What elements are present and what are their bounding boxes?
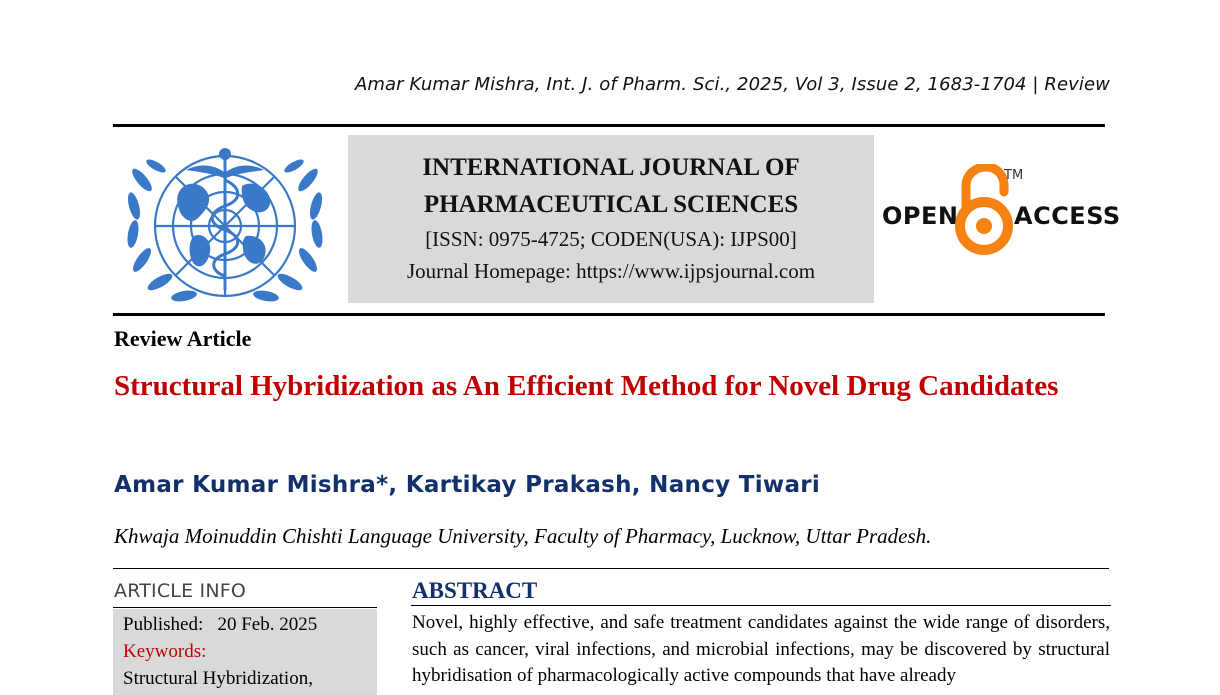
journal-title-line-2: PHARMACEUTICAL SCIENCES: [423, 191, 799, 218]
open-access-logo: [880, 164, 1121, 256]
trademark-symbol: TM: [1004, 168, 1024, 183]
header-rule-bottom: [113, 313, 1105, 316]
published-date: 20 Feb. 2025: [217, 614, 318, 635]
section-divider: [113, 568, 1109, 569]
keywords-label: Keywords:: [123, 641, 207, 662]
journal-title-line-1: INTERNATIONAL JOURNAL OF: [422, 154, 800, 181]
abstract-text: Novel, highly effective, and safe treatment candidates against the wide range of disorders, such as cancer, viral infections, and microbial infections, may be discovered by structural hybridisation of pharmacologically active compounds that have already: [412, 612, 1110, 686]
article-type: Review Article: [114, 326, 252, 351]
article-info-heading: ARTICLE INFO: [114, 580, 247, 602]
author-affiliation: Khwaja Moinuddin Chishti Language University, Faculty of Pharmacy, Lucknow, Uttar Pradesh.: [114, 524, 932, 548]
author-list: Amar Kumar Mishra*, Kartikay Prakash, Nancy Tiwari: [114, 472, 821, 498]
abstract-underline: [411, 605, 1111, 606]
homepage-line[interactable]: Journal Homepage: https://www.ijpsjournal.com: [406, 259, 816, 283]
published-row: [123, 611, 377, 638]
article-info-box: [113, 609, 377, 695]
abstract-heading: ABSTRACT: [412, 578, 538, 603]
journal-masthead: [348, 135, 874, 303]
published-label: Published:: [123, 614, 204, 635]
un-emblem-with-caduceus-icon: [124, 140, 326, 308]
open-access-word-access: ACCESS: [1014, 202, 1121, 230]
header-rule-top: [113, 124, 1105, 127]
open-access-word-open: OPEN: [882, 202, 959, 230]
keyword-item: Structural Hybridization,: [123, 668, 313, 689]
article-info-underline: [113, 607, 377, 608]
running-header: Amar Kumar Mishra, Int. J. of Pharm. Sci., 2025, Vol 3, Issue 2, 1683-1704 | Review: [354, 74, 1110, 95]
issn-line: [ISSN: 0975-4725; CODEN(USA): IJPS00]: [425, 227, 797, 251]
article-title: Structural Hybridization as An Efficient Method for Novel Drug Candidates: [114, 370, 1059, 402]
